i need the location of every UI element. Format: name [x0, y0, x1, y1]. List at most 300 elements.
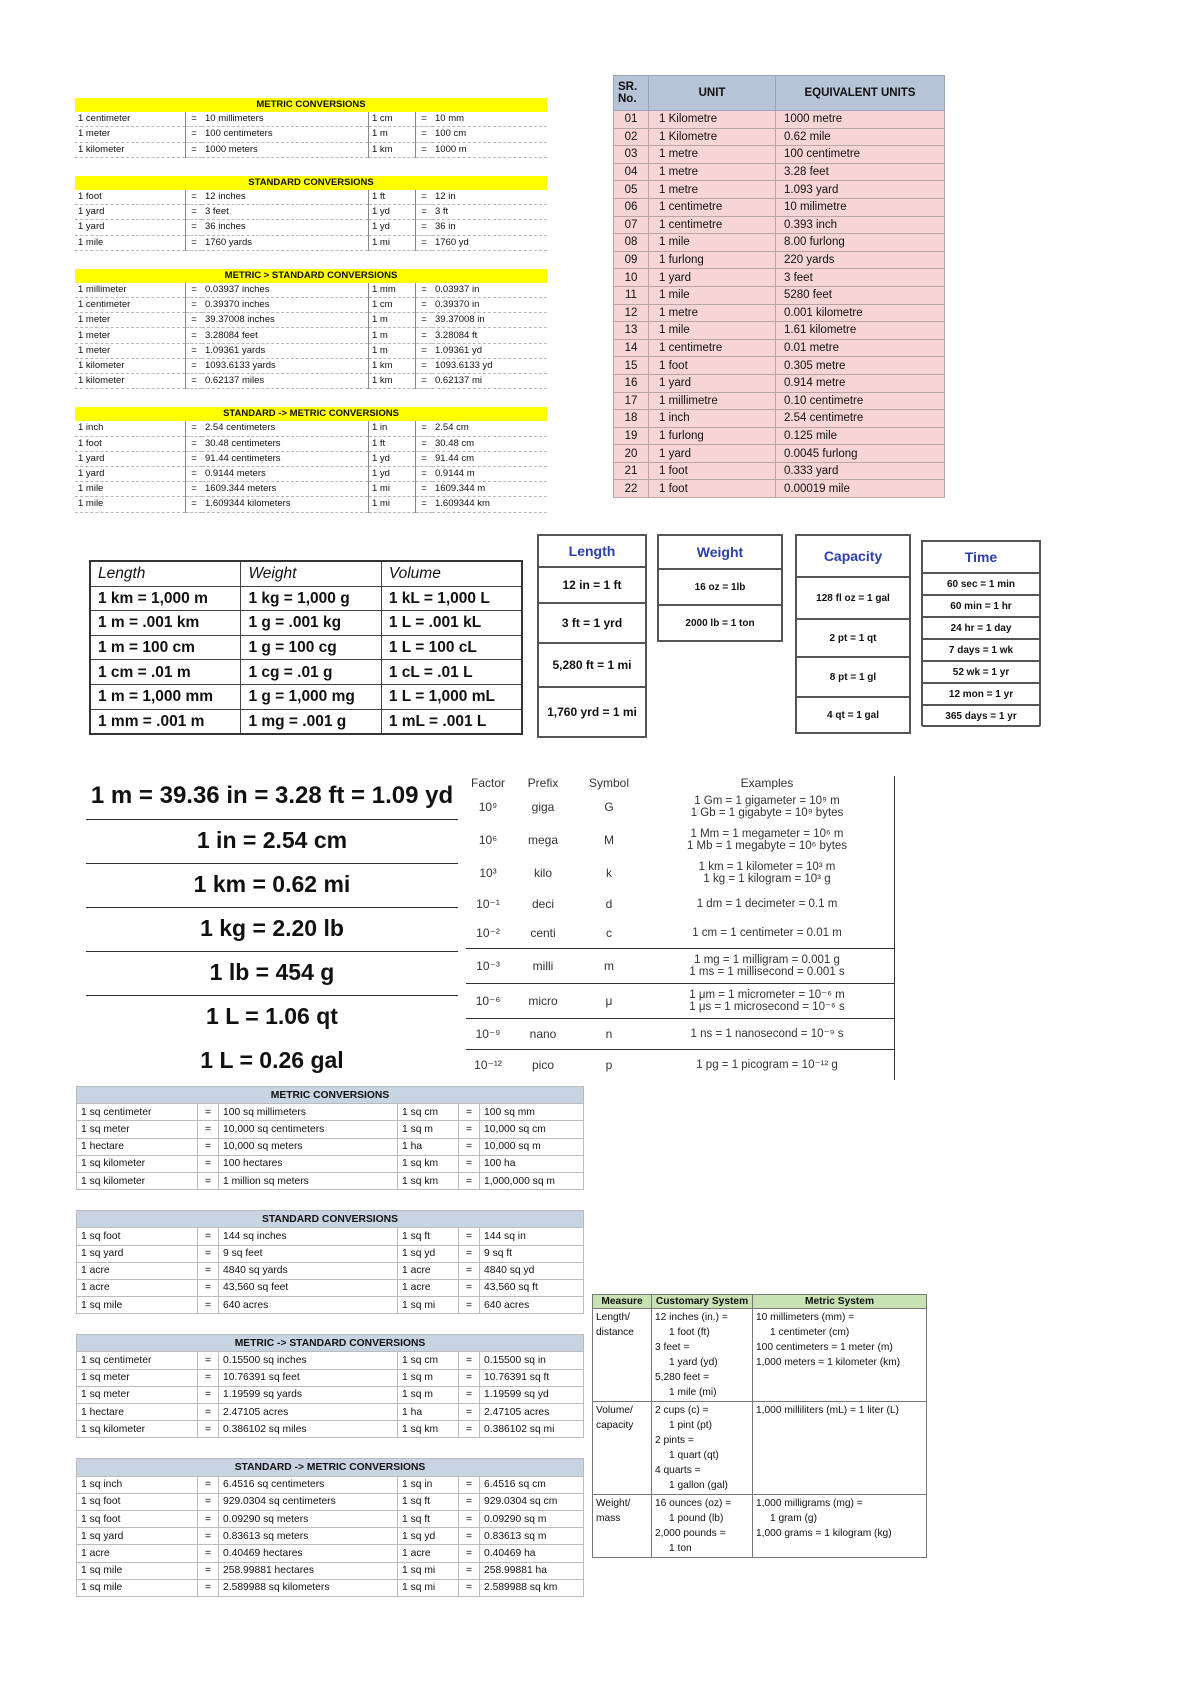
table-cell: = — [186, 298, 203, 313]
table-cell: 22 — [614, 480, 649, 498]
table-cell: = — [416, 283, 433, 298]
table-row — [593, 1402, 927, 1495]
table-cell: 100 ha — [480, 1155, 584, 1172]
table-row — [614, 146, 945, 164]
customary-capacity-box — [795, 534, 911, 734]
table-cell: 0.0045 furlong — [776, 445, 945, 463]
table-cell: 3.28084 feet — [202, 328, 369, 343]
table-cell: 1 ft — [369, 436, 416, 451]
table-cell: 100 centimetre — [776, 146, 945, 164]
table-cell: 100 sq mm — [480, 1104, 584, 1121]
table-cell: 1 cm — [369, 112, 416, 127]
table-row — [75, 127, 547, 142]
header-metric: Metric System — [753, 1295, 927, 1309]
table-row — [77, 1386, 584, 1403]
table-cell: = — [186, 190, 203, 205]
table-cell: = — [459, 1528, 480, 1545]
table-cell: = — [186, 497, 203, 512]
table-cell: 1 foot — [649, 357, 776, 375]
linear-conversion-tables — [75, 98, 547, 513]
table-cell: 1 g = .001 kg — [241, 611, 381, 636]
table-row — [75, 343, 547, 358]
header-examples: Examples — [740, 776, 794, 790]
key-conversions-list — [86, 776, 458, 1084]
table-row — [75, 313, 547, 328]
area-conversion-table — [76, 1334, 584, 1438]
table-cell: 0.39370 inches — [202, 298, 369, 313]
table-cell: 1 meter — [75, 328, 186, 343]
table-cell: = — [186, 112, 203, 127]
table-cell: = — [459, 1510, 480, 1527]
table-cell: 1 kilometer — [75, 374, 186, 389]
table-cell: 43,560 sq feet — [219, 1279, 398, 1296]
table-row — [90, 635, 522, 660]
table-cell: 1760 yd — [432, 235, 547, 250]
table-cell: 1 sq m — [398, 1369, 459, 1386]
table-row — [77, 1421, 584, 1438]
table-cell: 258.99881 hectares — [219, 1562, 398, 1579]
table-cell: 6.4516 sq cm — [480, 1476, 584, 1493]
table-cell: 1 centimeter — [75, 112, 186, 127]
table-cell: 1 sq meter — [77, 1369, 198, 1386]
table-row — [75, 283, 547, 298]
table-cell: 1 m — [369, 127, 416, 142]
table-cell: = — [459, 1562, 480, 1579]
table-cell: 1 sq foot — [77, 1510, 198, 1527]
table-cell: 2.589988 sq kilometers — [219, 1579, 398, 1596]
table-cell: = — [198, 1476, 219, 1493]
table-cell: 1 metre — [649, 181, 776, 199]
table-cell: 1.093 yard — [776, 181, 945, 199]
table-cell: = — [198, 1279, 219, 1296]
table-cell: 0.001 kilometre — [776, 304, 945, 322]
table-cell: = — [416, 112, 433, 127]
table-cell: = — [186, 451, 203, 466]
table-cell: 1 ha — [398, 1138, 459, 1155]
table-cell: 1 g = 100 cg — [241, 635, 381, 660]
table-cell: 1 million sq meters — [219, 1172, 398, 1189]
table-cell: = — [198, 1121, 219, 1138]
header-volume: Volume — [381, 561, 522, 586]
table-cell: 10.76391 sq feet — [219, 1369, 398, 1386]
table-cell: 16 — [614, 374, 649, 392]
table-cell: = — [198, 1510, 219, 1527]
table-cell: 1 mL = .001 L — [381, 709, 522, 734]
table-cell: 1.19599 sq yd — [480, 1386, 584, 1403]
table-cell: 0.03937 inches — [202, 283, 369, 298]
table-cell: 1 sq ft — [398, 1228, 459, 1245]
table-cell: 1 inch — [75, 421, 186, 436]
table-cell: 1 mi — [369, 235, 416, 250]
prefix-row — [466, 918, 894, 948]
header-length: Length — [90, 561, 241, 586]
table-cell: 1 mi — [369, 497, 416, 512]
table-title: STANDARD -> METRIC CONVERSIONS — [77, 1459, 584, 1476]
table-row — [77, 1121, 584, 1138]
table-cell: 1 m = 100 cm — [90, 635, 241, 660]
table-cell: 1 sq centimeter — [77, 1104, 198, 1121]
table-cell: = — [186, 127, 203, 142]
table-title: STANDARD CONVERSIONS — [77, 1211, 584, 1228]
table-row — [614, 304, 945, 322]
table-row — [77, 1228, 584, 1245]
table-cell: 1 kilometer — [75, 142, 186, 157]
metric-cell — [753, 1309, 927, 1402]
table-cell: = — [459, 1138, 480, 1155]
table-row — [75, 421, 547, 436]
prefix-cell: 1 ns = 1 nanosecond = 10⁻⁹ s — [690, 1028, 844, 1040]
table-row — [75, 220, 547, 235]
table-title: METRIC > STANDARD CONVERSIONS — [75, 269, 547, 283]
table-cell: = — [198, 1352, 219, 1369]
table-cell: 1 m = 1,000 mm — [90, 684, 241, 709]
table-row — [75, 482, 547, 497]
table-cell: 18 — [614, 410, 649, 428]
table-cell: 0.83613 sq m — [480, 1528, 584, 1545]
table-cell: 1000 meters — [202, 142, 369, 157]
table-cell: 14 — [614, 339, 649, 357]
table-cell: 0.40469 hectares — [219, 1545, 398, 1562]
table-row — [614, 392, 945, 410]
table-cell: 0.305 metre — [776, 357, 945, 375]
prefix-cell: 10⁹ — [478, 800, 498, 814]
table-row — [614, 374, 945, 392]
table-cell: = — [186, 436, 203, 451]
customary-cell — [652, 1309, 753, 1402]
table-cell: 1 mile — [75, 482, 186, 497]
table-cell: 1 millimeter — [75, 283, 186, 298]
linear-conversion-table — [75, 269, 547, 390]
prefix-row — [466, 824, 894, 856]
table-cell: 1.609344 kilometers — [202, 497, 369, 512]
unit-equivalence-table — [613, 75, 945, 498]
table-cell: 0.09290 sq m — [480, 1510, 584, 1527]
header-measure: Measure — [593, 1295, 652, 1309]
table-row — [614, 322, 945, 340]
table-cell: 1 cL = .01 L — [381, 660, 522, 685]
prefix-cell: pico — [531, 1058, 554, 1072]
table-cell: = — [186, 205, 203, 220]
table-cell: 0.83613 sq meters — [219, 1528, 398, 1545]
table-cell: 1 sq km — [398, 1155, 459, 1172]
customary-line: 2 pints = — [655, 1435, 694, 1446]
table-cell: 11 — [614, 286, 649, 304]
table-row — [614, 198, 945, 216]
table-cell: 39.37008 in — [432, 313, 547, 328]
table-cell: = — [198, 1104, 219, 1121]
table-cell: = — [198, 1155, 219, 1172]
metric-cell — [753, 1402, 927, 1495]
customary-line: 12 inches (in.) = — [655, 1312, 728, 1323]
table-row — [614, 163, 945, 181]
table-row — [75, 190, 547, 205]
table-cell: 144 sq in — [480, 1228, 584, 1245]
metric-line: 1 centimeter (cm) — [770, 1327, 850, 1338]
table-cell: 1 sq foot — [77, 1493, 198, 1510]
table-row — [90, 709, 522, 734]
table-cell: 1 meter — [75, 313, 186, 328]
table-cell: 1 sq kilometer — [77, 1421, 198, 1438]
table-cell: 1.61 kilometre — [776, 322, 945, 340]
table-row — [614, 410, 945, 428]
table-row — [75, 142, 547, 157]
table-cell: 1 m — [369, 313, 416, 328]
table-cell: 1 L = .001 kL — [381, 611, 522, 636]
table-cell: = — [416, 127, 433, 142]
table-cell: = — [459, 1476, 480, 1493]
prefix-cell: 10⁻³ — [476, 959, 500, 973]
table-cell: 1 sq foot — [77, 1228, 198, 1245]
time-box-item: 52 wk = 1 yr — [922, 661, 1040, 683]
table-cell: 1 cg = .01 g — [241, 660, 381, 685]
table-cell: 2.54 centimeters — [202, 421, 369, 436]
key-conversion: 1 in = 2.54 cm — [86, 820, 458, 864]
table-cell: 1 sq m — [398, 1121, 459, 1138]
prefix-cell: 1 pg = 1 picogram = 10⁻¹² g — [696, 1059, 838, 1071]
table-cell: 640 acres — [480, 1297, 584, 1314]
prefix-cell: 10³ — [479, 866, 497, 880]
prefix-cell: 10⁻² — [476, 926, 500, 940]
table-cell: = — [416, 235, 433, 250]
table-cell: = — [198, 1297, 219, 1314]
key-conversion: 1 m = 39.36 in = 3.28 ft = 1.09 yd — [86, 776, 458, 820]
table-cell: = — [459, 1386, 480, 1403]
table-cell: 2.47105 acres — [480, 1404, 584, 1421]
table-cell: 1 sq kilometer — [77, 1155, 198, 1172]
customary-cell — [652, 1402, 753, 1495]
table-cell: 1 sq km — [398, 1421, 459, 1438]
table-cell: 1 sq yard — [77, 1245, 198, 1262]
table-row — [614, 269, 945, 287]
prefix-cell: 1 mg = 1 milligram = 0.001 g 1 ms = 1 millisecond = 0.001 s — [689, 954, 845, 978]
table-cell: = — [198, 1493, 219, 1510]
table-cell: 0.333 yard — [776, 462, 945, 480]
area-conversion-tables — [76, 1086, 584, 1597]
table-cell: 2.54 cm — [432, 421, 547, 436]
table-row — [614, 445, 945, 463]
table-cell: 1609.344 meters — [202, 482, 369, 497]
prefix-cell: d — [605, 897, 613, 911]
table-cell: = — [198, 1172, 219, 1189]
prefix-cell: milli — [532, 959, 554, 973]
metric-cell — [753, 1495, 927, 1558]
table-cell: 91.44 centimeters — [202, 451, 369, 466]
table-cell: 1 g = 1,000 mg — [241, 684, 381, 709]
metric-line: 1,000 milligrams (mg) = — [756, 1498, 863, 1509]
customary-line: 1 pound (lb) — [669, 1513, 724, 1524]
table-cell: 10 milimetre — [776, 198, 945, 216]
prefix-cell: deci — [531, 897, 554, 911]
table-cell: 0.393 inch — [776, 216, 945, 234]
table-row — [614, 339, 945, 357]
table-cell: 1609.344 m — [432, 482, 547, 497]
table-row — [90, 611, 522, 636]
table-cell: = — [416, 436, 433, 451]
prefix-cell: 1 Gm = 1 gigameter = 10⁹ m 1 Gb = 1 gigabyte = 10⁹ bytes — [690, 795, 844, 819]
table-cell: 1 foot — [75, 436, 186, 451]
table-cell: 100 centimeters — [202, 127, 369, 142]
prefix-cell: c — [606, 926, 612, 940]
table-row — [614, 480, 945, 498]
table-cell: 220 yards — [776, 251, 945, 269]
key-conversion: 1 km = 0.62 mi — [86, 864, 458, 908]
table-cell: 10 millimeters — [202, 112, 369, 127]
table-cell: = — [198, 1386, 219, 1403]
table-cell: 9 sq feet — [219, 1245, 398, 1262]
table-cell: 1 mile — [649, 322, 776, 340]
table-row — [77, 1510, 584, 1527]
table-cell: 1 hectare — [77, 1138, 198, 1155]
table-cell: = — [459, 1172, 480, 1189]
table-cell: 100 sq millimeters — [219, 1104, 398, 1121]
table-cell: = — [459, 1262, 480, 1279]
table-cell: = — [416, 482, 433, 497]
prefix-row — [466, 790, 894, 824]
table-cell: 1 mile — [75, 235, 186, 250]
table-cell: 1 mm = .001 m — [90, 709, 241, 734]
table-cell: 05 — [614, 181, 649, 199]
table-cell: 1 sq mi — [398, 1297, 459, 1314]
table-cell: 0.15500 sq inches — [219, 1352, 398, 1369]
table-cell: 1 yard — [75, 451, 186, 466]
table-cell: 1 mm — [369, 283, 416, 298]
prefix-cell: 1 μm = 1 micrometer = 10⁻⁶ m 1 μs = 1 microsecond = 10⁻⁶ s — [689, 989, 845, 1013]
table-cell: 1 centimetre — [649, 339, 776, 357]
table-cell: 1 furlong — [649, 427, 776, 445]
table-cell: 1000 m — [432, 142, 547, 157]
table-cell: = — [416, 358, 433, 373]
customary-line: 1 gallon (gal) — [669, 1480, 728, 1491]
table-row — [614, 128, 945, 146]
customary-line: 16 ounces (oz) = — [655, 1498, 732, 1509]
table-row — [75, 436, 547, 451]
table-cell: = — [459, 1228, 480, 1245]
table-cell: = — [186, 374, 203, 389]
prefix-cell: 10⁻⁹ — [475, 1027, 501, 1041]
table-cell: 1 yd — [369, 205, 416, 220]
customary-metric-table — [592, 1294, 927, 1558]
table-cell: 1 sq mile — [77, 1297, 198, 1314]
table-cell: 06 — [614, 198, 649, 216]
table-row — [77, 1155, 584, 1172]
table-cell: 1760 yards — [202, 235, 369, 250]
table-cell: 0.125 mile — [776, 427, 945, 445]
table-cell: 13 — [614, 322, 649, 340]
table-cell: 1 acre — [77, 1545, 198, 1562]
table-cell: 3.28084 ft — [432, 328, 547, 343]
table-row — [614, 181, 945, 199]
table-cell: = — [186, 220, 203, 235]
header-factor: Factor — [470, 776, 505, 790]
table-title: METRIC CONVERSIONS — [77, 1087, 584, 1104]
table-cell: = — [198, 1404, 219, 1421]
table-cell: 1 ha — [398, 1404, 459, 1421]
customary-line: 1 yard (yd) — [669, 1357, 718, 1368]
table-cell: 1 km — [369, 358, 416, 373]
table-cell: 1 kg = 1,000 g — [241, 586, 381, 611]
prefix-row — [466, 983, 894, 1018]
prefix-cell: giga — [531, 800, 555, 814]
table-cell: 1000 metre — [776, 111, 945, 129]
length-box-item: 12 in = 1 ft — [538, 567, 646, 603]
table-cell: 1.609344 km — [432, 497, 547, 512]
table-cell: = — [416, 451, 433, 466]
table-cell: = — [198, 1262, 219, 1279]
table-row — [614, 357, 945, 375]
table-cell: 1 yd — [369, 451, 416, 466]
table-cell: 30.48 cm — [432, 436, 547, 451]
table-cell: 6.4516 sq centimeters — [219, 1476, 398, 1493]
table-row — [77, 1493, 584, 1510]
table-cell: 15 — [614, 357, 649, 375]
table-cell: 100 hectares — [219, 1155, 398, 1172]
capacity-box-item: 2 pt = 1 qt — [796, 619, 910, 657]
table-cell: 39.37008 inches — [202, 313, 369, 328]
table-cell: 0.00019 mile — [776, 480, 945, 498]
table-cell: 1 sq mi — [398, 1579, 459, 1596]
prefix-row — [466, 1049, 894, 1080]
table-cell: 0.01 metre — [776, 339, 945, 357]
header-unit: UNIT — [649, 76, 776, 111]
prefix-cell: p — [605, 1058, 613, 1072]
table-row — [77, 1545, 584, 1562]
header-equivalent-units: EQUIVALENT UNITS — [776, 76, 945, 111]
time-box-item: 7 days = 1 wk — [922, 639, 1040, 661]
table-cell: = — [416, 298, 433, 313]
table-cell: 21 — [614, 462, 649, 480]
si-prefix-table — [466, 776, 894, 1080]
table-cell: = — [459, 1155, 480, 1172]
table-cell: 1 metre — [649, 163, 776, 181]
area-conversion-table — [76, 1458, 584, 1597]
table-cell: 3.28 feet — [776, 163, 945, 181]
table-row — [614, 216, 945, 234]
table-cell: = — [459, 1245, 480, 1262]
table-cell: = — [416, 343, 433, 358]
table-cell: = — [198, 1579, 219, 1596]
table-cell: 1 mile — [649, 286, 776, 304]
customary-line: 1 ton — [669, 1543, 692, 1554]
prefix-cell: k — [606, 866, 612, 880]
table-cell: 1 cm — [369, 298, 416, 313]
time-box-item: 24 hr = 1 day — [922, 617, 1040, 639]
metric-line: 10 millimeters (mm) = — [756, 1312, 855, 1323]
customary-line: 1 quart (qt) — [669, 1450, 719, 1461]
prefix-row — [466, 1018, 894, 1049]
table-row — [75, 358, 547, 373]
table-cell: = — [198, 1545, 219, 1562]
table-cell: 1 sq ft — [398, 1510, 459, 1527]
table-row — [77, 1262, 584, 1279]
table-cell: 1 sq cm — [398, 1352, 459, 1369]
table-row — [75, 328, 547, 343]
area-conversion-table — [76, 1210, 584, 1314]
table-cell: 12 inches — [202, 190, 369, 205]
table-cell: 9 sq ft — [480, 1245, 584, 1262]
table-cell: 1 Kilometre — [649, 128, 776, 146]
table-cell: 1 hectare — [77, 1404, 198, 1421]
table-cell: = — [186, 313, 203, 328]
table-cell: = — [186, 482, 203, 497]
table-cell: = — [186, 283, 203, 298]
table-cell: 1 km — [369, 374, 416, 389]
table-cell: 0.9144 m — [432, 466, 547, 481]
prefix-cell: nano — [529, 1027, 557, 1041]
metric-line: 1,000 grams = 1 kilogram (kg) — [756, 1528, 892, 1539]
table-cell: 09 — [614, 251, 649, 269]
table-cell: 0.09290 sq meters — [219, 1510, 398, 1527]
table-cell: = — [459, 1352, 480, 1369]
